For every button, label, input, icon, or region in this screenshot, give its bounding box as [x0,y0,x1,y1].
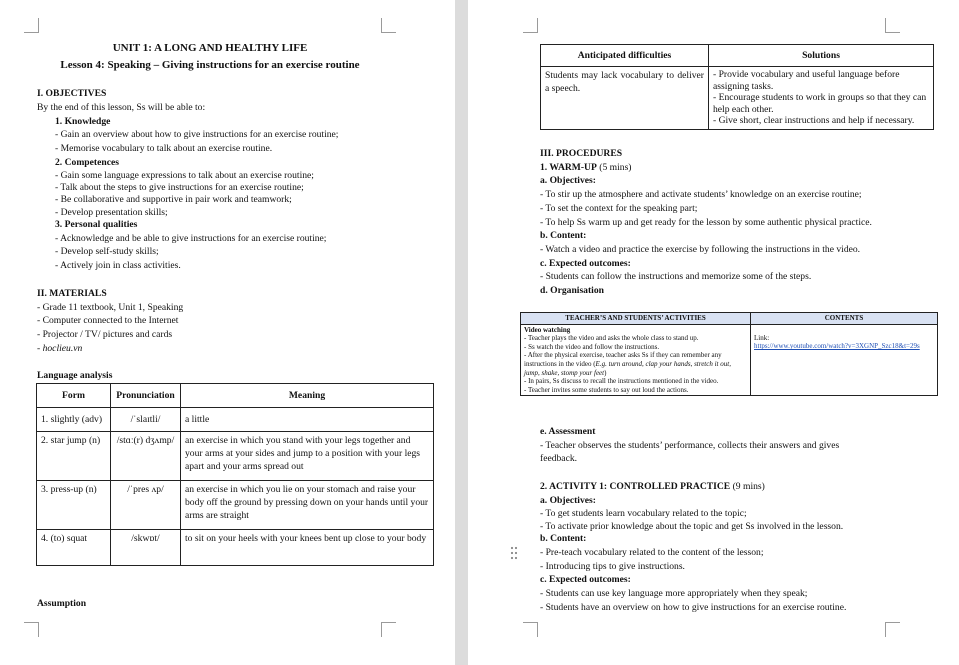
column-header: Meaning [181,384,434,408]
column-header: TEACHER’S AND STUDENTS’ ACTIVITIES [521,313,751,325]
table-row [37,408,434,432]
pronunciation-cell: /ˈslaɪtli/ [111,408,181,432]
column-header: Anticipated difficulties [541,45,709,67]
list-item: - Watch a video and practice the exercise by following the instructions in the video. [540,244,861,255]
list-item: - hoclieu.vn [37,343,83,354]
warmup-time: (5 mins) [596,162,632,173]
form-cell: 2. star jump (n) [37,432,111,481]
list-item: - Grade 11 textbook, Unit 1, Speaking [37,302,184,313]
pronunciation-cell: /ˈpres ʌp/ [111,481,181,530]
link-label: Link: [754,333,770,342]
list-item [524,351,747,377]
meaning-cell: an exercise in which you lie on your stomach and raise your body off the ground by pressing down on your hands until your arms are straight [181,481,434,530]
outcomes-label: c. Expected outcomes: [540,574,631,585]
list-item: - To activate prior knowledge about the topic and get Ss involved in the lesson. [540,521,844,532]
column-header: Form [37,384,111,408]
crop-mark [523,18,538,33]
assumption-heading: Assumption [37,598,87,609]
personal-heading: 3. Personal qualities [55,219,138,230]
table-row [37,481,434,530]
meaning-cell: an exercise in which you stand with your legs together and your arms at your sides and jump to a position with your legs apart and your arms spread out [181,432,434,481]
list-item[interactable]: - Pre-teach vocabulary related to the content of the lesson; [540,547,764,558]
knowledge-heading: 1. Knowledge [55,116,111,127]
list-item: - Provide vocabulary and useful language before assigning tasks. [713,69,900,92]
materials-heading: II. MATERIALS [37,288,107,299]
video-link[interactable]: https://www.youtube.com/watch?v=3XGNP_Szc18&t=29s [754,342,920,351]
content-label: b. Content: [540,230,587,241]
example-text: E.g. turn around, clap your hands, stretch it out, jump, shake, stomp your feet [524,359,731,377]
crop-mark [24,622,39,637]
list-item: - Students can use key language more appropriately when they speak; [540,588,808,599]
list-item: - Give short, clear instructions and help if necessary. [713,115,915,126]
meaning-cell: to sit on your heels with your knees bent up close to your body [181,530,434,566]
difficulty-cell: Students may lack vocabulary to deliver a speech. [541,67,709,130]
procedures-heading: III. PROCEDURES [540,148,623,159]
language-analysis-heading: Language analysis [37,370,113,381]
activities-table [520,312,938,396]
table-row [37,432,434,481]
crop-mark [381,18,396,33]
organisation-label: d. Organisation [540,285,604,296]
pronunciation-cell: /stɑː(r) dʒʌmp/ [111,432,181,481]
list-item: - Projector / TV/ pictures and cards [37,329,173,340]
outcomes-label: c. Expected outcomes: [540,258,631,269]
objectives-heading: I. OBJECTIVES [37,88,107,99]
document-page-right [468,0,959,665]
list-item: - Develop presentation skills; [55,207,168,218]
document-page-left [0,0,455,665]
list-item: - To get students learn vocabulary related to the topic; [540,508,747,519]
unit-title: UNIT 1: A LONG AND HEALTHY LIFE [112,42,308,54]
crop-mark [523,622,538,637]
activities-cell [521,324,751,396]
language-table [36,383,434,566]
list-item: - Ss watch the video and follow the instructions. [524,342,660,351]
crop-mark [381,622,396,637]
table-row [541,67,934,130]
solutions-cell [709,67,934,130]
objectives-label: a. Objectives: [540,495,596,506]
drag-handle-icon[interactable] [510,546,518,560]
objectives-intro: By the end of this lesson, Ss will be able to: [37,102,206,113]
lesson-title: Lesson 4: Speaking – Giving instructions for an exercise routine [60,59,360,71]
list-item: - To help Ss warm up and get ready for the lesson by some authentic physical practice. [540,217,872,228]
form-cell: 3. press-up (n) [37,481,111,530]
list-item: - Introducing tips to give instructions. [540,561,685,572]
crop-mark [885,18,900,33]
list-item: - To set the context for the speaking part; [540,203,698,214]
column-header: Solutions [709,45,934,67]
content-label: b. Content: [540,533,587,544]
example-close: ) [604,368,607,377]
objectives-label: a. Objectives: [540,175,596,186]
form-cell: 4. (to) squat [37,530,111,566]
list-item: - Students can follow the instructions and memorize some of the steps. [540,271,812,282]
list-item: - Be collaborative and supportive in pair work and teamwork; [55,194,292,205]
list-item: - Develop self-study skills; [55,246,159,257]
list-item: - Gain some language expressions to talk about an exercise routine; [55,170,314,181]
assessment-text: - Teacher observes the students’ performance, collects their answers and gives [540,440,840,451]
list-item: - Teacher plays the video and asks the whole class to stand up. [524,334,699,343]
pronunciation-cell: /skwɒt/ [111,530,181,566]
form-cell: 1. slightly (adv) [37,408,111,432]
competences-heading: 2. Competences [55,157,119,168]
activity1-heading [540,481,765,493]
list-item: - Teacher invites some students to say out loud the actions. [524,385,689,394]
list-item: - Memorise vocabulary to talk about an exercise routine. [55,143,273,154]
list-item: - Encourage students to work in groups so that they can help each other. [713,92,927,115]
list-item: - Actively join in class activities. [55,260,181,271]
difficulties-table [540,44,934,130]
activity-title: Video watching [524,325,571,334]
list-item: - Acknowledge and be able to give instructions for an exercise routine; [55,233,327,244]
activity1-title: 2. ACTIVITY 1: CONTROLLED PRACTICE [540,481,731,492]
contents-cell [751,324,938,396]
table-row [37,530,434,566]
list-item: - In pairs, Ss discuss to recall the instructions mentioned in the video. [524,377,719,386]
column-header: Pronunciation [111,384,181,408]
list-item: - To stir up the atmosphere and activate students’ knowledge on an exercise routine; [540,189,862,200]
list-item: - Computer connected to the Internet [37,315,179,326]
list-item: - Talk about the steps to give instructions for an exercise routine; [55,182,304,193]
meaning-cell: a little [181,408,434,432]
list-item: - Gain an overview about how to give instructions for an exercise routine; [55,129,339,140]
table-row [521,324,938,396]
activity1-time: (9 mins) [730,481,765,492]
step-text: - After the physical exercise, teacher asks Ss if they can remember any instructions in the video ( [524,351,722,368]
warmup-heading [540,162,632,174]
list-item: - Students have an overview on how to give instructions for an exercise routine. [540,602,847,613]
assessment-label: e. Assessment [540,426,596,437]
crop-mark [885,622,900,637]
crop-mark [24,18,39,33]
assessment-text: feedback. [540,453,578,464]
page-gap [455,0,468,665]
column-header: CONTENTS [751,313,938,325]
warmup-title: 1. WARM-UP [540,162,597,173]
